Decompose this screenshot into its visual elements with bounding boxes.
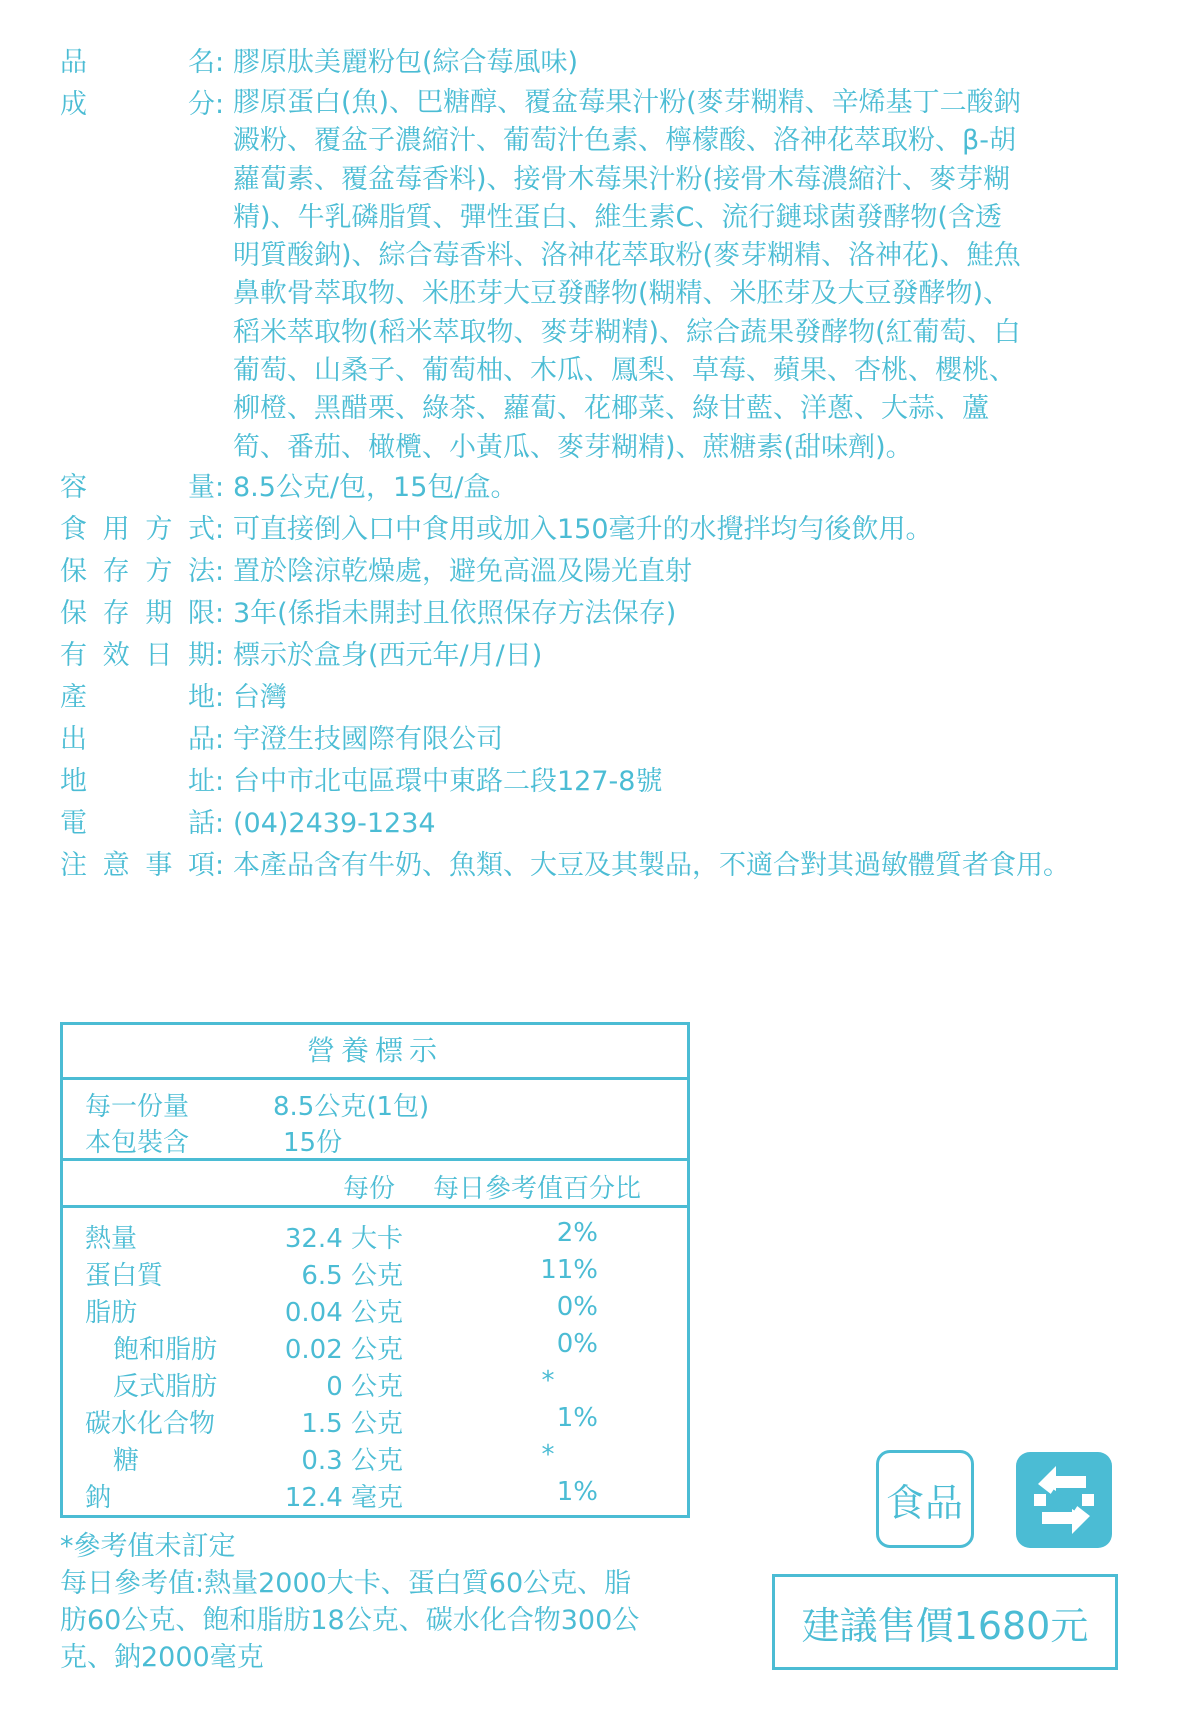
info-label: 成 分 — [60, 89, 215, 120]
info-row-origin: 產 地 : 台灣 — [60, 677, 1140, 719]
info-row-volume: 容 量 : 8.5公克/包，15包/盒。 — [60, 467, 1140, 509]
footnotes — [60, 1528, 700, 1676]
suggested-price: 建議售價1680元 — [772, 1574, 1118, 1670]
info-label: 保 存 方 法 — [60, 555, 215, 587]
info-label: 地 址 — [60, 765, 215, 797]
info-label: 品 名 — [60, 47, 215, 78]
serving-label: 每一份量 — [85, 1092, 190, 1122]
info-value: (04)2439-1234 — [233, 807, 436, 839]
info-row-expiry: 有 效 日 期 : 標示於盒身(西元年/月/日) — [60, 635, 1140, 677]
info-label: 有 效 日 期 — [60, 639, 215, 671]
nutrition-row: 蛋白質 6.5 公克 11% — [85, 1255, 598, 1291]
info-label: 注 意 事 項 — [60, 849, 215, 881]
daily-reference-note: 每日參考值:熱量2000大卡、蛋白質60公克、脂 肪60公克、飽和脂肪18公克、碳水化合物300公 克、鈉2000毫克 — [60, 1568, 640, 1673]
nutrition-rows — [63, 1208, 687, 1514]
info-label: 保 存 期 限 — [60, 597, 215, 629]
recycle-icon — [1012, 1448, 1116, 1552]
info-value: 膠原蛋白(魚)、巴糖醇、覆盆莓果汁粉(麥芽糊精、辛烯基丁二酸鈉 澱粉、覆盆子濃縮汁、葡萄汁色素、檸檬酸、洛神花萃取粉、β-胡 蘿蔔素、覆盆莓香料)、接骨木莓果汁粉(接骨木莓濃縮汁、麥芽糊 精)、牛乳磷脂質、彈性蛋白、維生素C、流行鏈球菌發酵物(含透 明質酸鈉)、綜合莓香料、洛神花萃取粉(麥芽糊精、洛神花)、鮭魚 鼻軟骨萃取物、米胚芽大豆發酵物(糊精、米胚芽及大豆發酵物)、 稻米萃取物(稻米萃取物、麥芽糊精)、綜合蔬果發酵物(紅葡萄、白 葡萄、山桑子、葡萄柚、木瓜、鳳梨、草莓、蘋果、杏桃、櫻桃、 柳橙、黑醋栗、綠茶、蘿蔔、花椰菜、綠甘藍、洋蔥、大蒜、蘆 筍、番茄、橄欖、小黃瓜、麥芽糊精)、蔗糖素(甜味劑)。 — [233, 87, 1021, 463]
info-value: 3年(係指未開封且依照保存方法保存) — [233, 597, 677, 629]
nutrition-row: 熱量 32.4 大卡 2% — [85, 1218, 598, 1254]
info-label: 容 量 — [60, 471, 215, 503]
info-value: 台灣 — [233, 681, 287, 713]
product-info — [60, 42, 1140, 887]
info-value: 8.5公克/包，15包/盒。 — [233, 471, 518, 503]
info-label: 出 品 — [60, 723, 215, 755]
serving-value: 8.5公克(1包) — [273, 1092, 430, 1122]
nutrition-panel — [60, 1022, 690, 1518]
servings-value: 15份 — [283, 1128, 343, 1158]
nutrition-row: 鈉 12.4 毫克 1% — [85, 1477, 598, 1513]
info-value: 台中市北屯區環中東路二段127-8號 — [233, 765, 663, 797]
info-value: 膠原肽美麗粉包(綜合莓風味) — [233, 47, 579, 78]
info-row-producer: 出 品 : 宇澄生技國際有限公司 — [60, 719, 1140, 761]
info-row-phone: 電 話 : (04)2439-1234 — [60, 803, 1140, 845]
info-row-shelf-life: 保 存 期 限 : 3年(係指未開封且依照保存方法保存) — [60, 593, 1140, 635]
info-label: 電 話 — [60, 807, 215, 839]
info-row-caution: 注 意 事 項 : 本產品含有牛奶、魚類、大豆及其製品，不適合對其過敏體質者食用。 — [60, 845, 1140, 887]
info-label: 產 地 — [60, 681, 215, 713]
info-value: 本產品含有牛奶、魚類、大豆及其製品，不適合對其過敏體質者食用。 — [233, 849, 1070, 881]
info-value: 置於陰涼乾燥處，避免高溫及陽光直射 — [233, 555, 692, 587]
info-label: 食 用 方 式 — [60, 513, 215, 545]
nutrition-title: 營養標示 — [63, 1025, 687, 1080]
nutrition-row: 碳水化合物 1.5 公克 1% — [85, 1403, 598, 1439]
ref-undefined-note: *參考值未訂定 — [60, 1531, 236, 1562]
info-row-ingredients: 成 分 : 膠原蛋白(魚)、巴糖醇、覆盆莓果汁粉(麥芽糊精、辛烯基丁二酸鈉 澱粉、覆盆子濃縮汁、葡萄汁色素、檸檬酸、洛神花萃取粉、β-胡 蘿蔔素、覆盆莓香料)、接骨木莓果汁粉(接骨木莓濃縮汁、麥芽糊 精)、牛乳磷脂質、彈性蛋白、維生素C、流行鏈球菌發酵物(含透 明質酸鈉)、綜合莓香料、洛神花萃取粉(麥芽糊精、洛神花)、鮭魚 鼻軟骨萃取物、米胚芽大豆發酵物(糊精、米胚芽及大豆發酵物)、 稻米萃取物(稻米萃取物、麥芽糊精)、綜合蔬果發酵物(紅葡萄、白 葡萄、山桑子、葡萄柚、木瓜、鳳梨、草莓、蘋果、杏桃、櫻桃、 柳橙、黑醋栗、綠茶、蘿蔔、花椰菜、綠甘藍、洋蔥、大蒜、蘆 筍、番茄、橄欖、小黃瓜、麥芽糊精)、蔗糖素(甜味劑)。 — [60, 84, 1140, 467]
info-value: 可直接倒入口中食用或加入150毫升的水攪拌均勻後飲用。 — [233, 513, 933, 545]
food-badge: 食品 — [876, 1450, 974, 1548]
col-per-serving: 每份 — [343, 1174, 396, 1204]
nutrition-row: 反式脂肪 0 公克 * — [113, 1366, 555, 1402]
info-row-storage: 保 存 方 法 : 置於陰涼乾燥處，避免高溫及陽光直射 — [60, 551, 1140, 593]
nutrition-row: 飽和脂肪 0.02 公克 0% — [113, 1329, 598, 1365]
serving-info — [63, 1080, 687, 1161]
info-row-usage: 食 用 方 式 : 可直接倒入口中食用或加入150毫升的水攪拌均勻後飲用。 — [60, 509, 1140, 551]
info-value: 標示於盒身(西元年/月/日) — [233, 639, 543, 671]
info-row-address: 地 址 : 台中市北屯區環中東路二段127-8號 — [60, 761, 1140, 803]
nutrition-header — [63, 1161, 687, 1208]
nutrition-row: 脂肪 0.04 公克 0% — [85, 1292, 598, 1328]
info-row-name: 品 名 : 膠原肽美麗粉包(綜合莓風味) — [60, 42, 1140, 84]
servings-label: 本包裝含 — [85, 1128, 190, 1158]
nutrition-row: 糖 0.3 公克 * — [113, 1440, 555, 1476]
col-daily-value: 每日參考值百分比 — [433, 1174, 642, 1204]
info-value: 宇澄生技國際有限公司 — [233, 723, 503, 755]
